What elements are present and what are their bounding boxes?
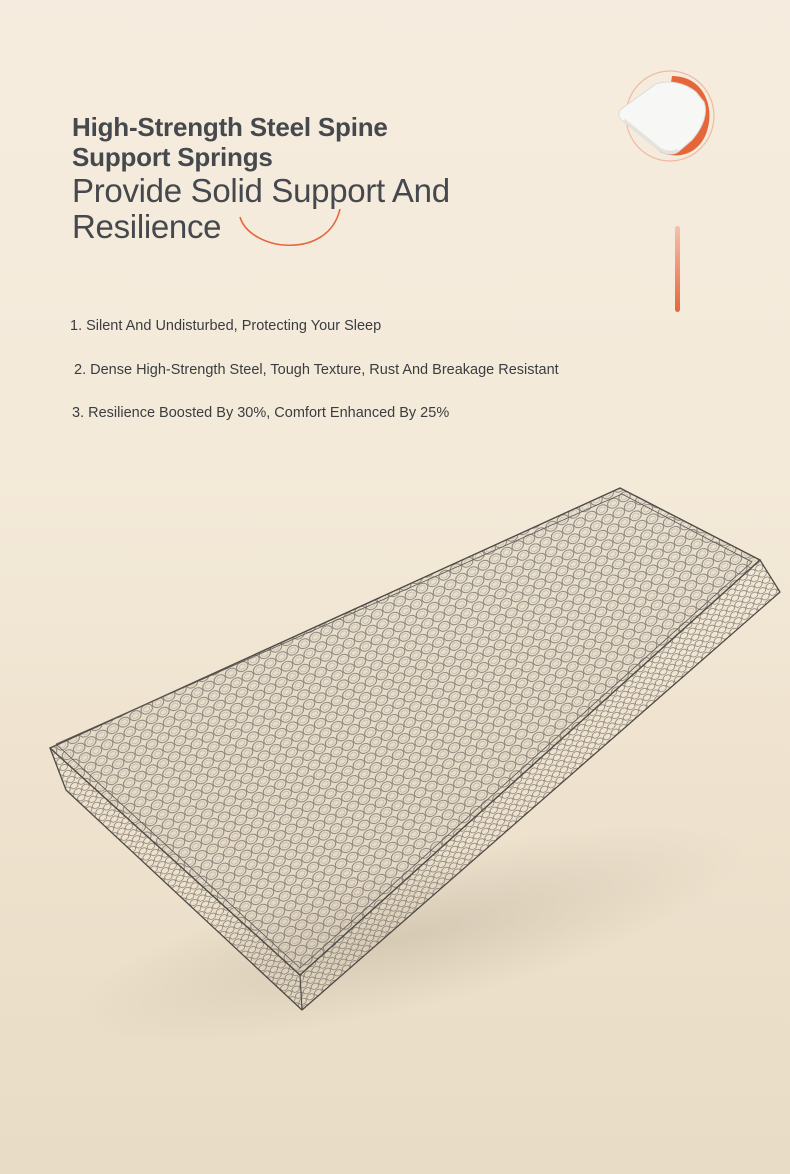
headline-line-3: Provide Solid Support And xyxy=(72,172,450,209)
feature-item-1: 1. Silent And Undisturbed, Protecting Your Sleep xyxy=(70,318,382,334)
headline-line-2: Support Springs xyxy=(72,142,273,172)
headline-line-1: High-Strength Steel Spine xyxy=(72,112,388,142)
feature-item-2: 2. Dense High-Strength Steel, Tough Texture, Rust And Breakage Resistant xyxy=(74,362,559,378)
feature-item-3: 3. Resilience Boosted By 30%, Comfort Enhanced By 25% xyxy=(72,405,450,421)
headline-line-4: Resilience xyxy=(72,208,222,245)
